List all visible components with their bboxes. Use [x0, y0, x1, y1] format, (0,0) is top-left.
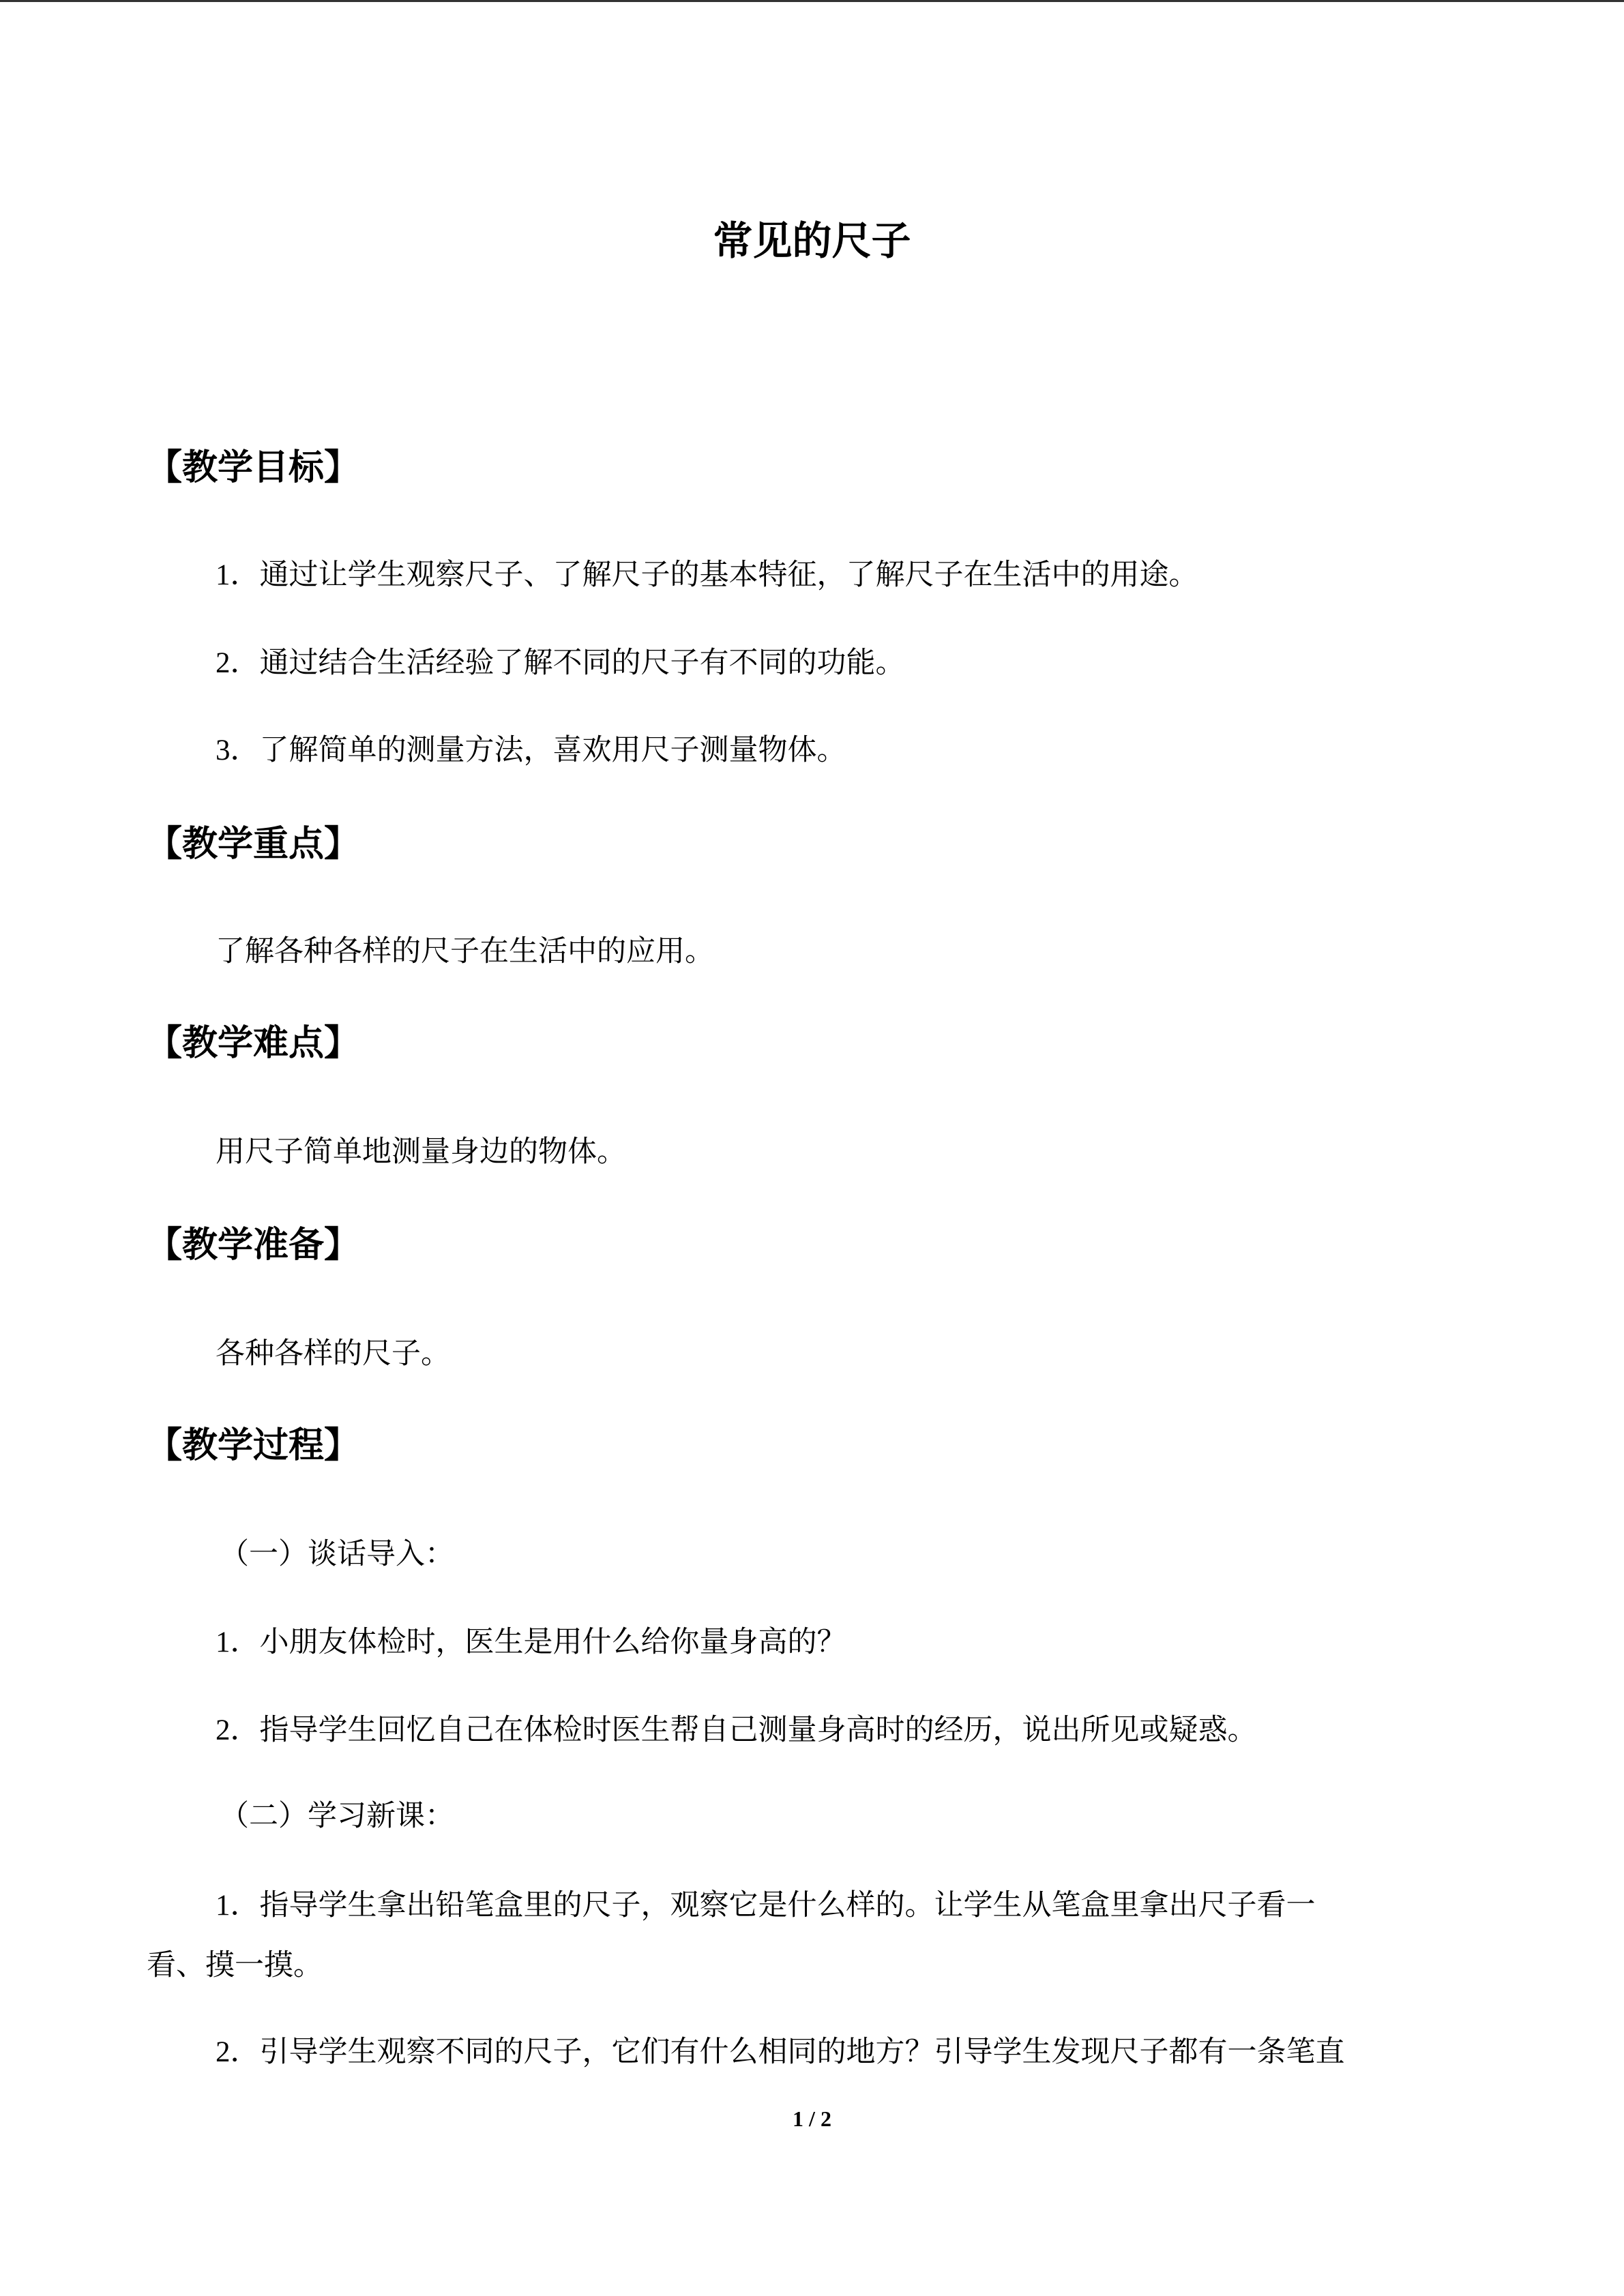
- heading-teaching-goals: 【教学目标】: [147, 449, 360, 488]
- page-number: 1 / 2: [793, 2106, 831, 2131]
- goal-item: 2．通过结合生活经验了解不同的尺子有不同的功能。: [216, 647, 905, 679]
- heading-process: 【教学过程】: [147, 1427, 360, 1465]
- process-item: 1．指导学生拿出铅笔盒里的尺子，观察它是什么样的。让学生从笔盒里拿出尺子看一: [216, 1890, 1316, 1922]
- process-item: 1．小朋友体检时，医生是用什么给你量身高的？: [216, 1626, 846, 1658]
- preparation-text: 各种各样的尺子。: [216, 1338, 450, 1370]
- process-item: 2．指导学生回忆自己在体检时医生帮自己测量身高时的经历，说出所见或疑惑。: [216, 1714, 1257, 1746]
- heading-key-points: 【教学重点】: [147, 825, 360, 864]
- goal-item: 1．通过让学生观察尺子、了解尺子的基本特征，了解尺子在生活中的用途。: [216, 559, 1198, 591]
- difficulties-text: 用尺子简单地测量身边的物体。: [216, 1136, 626, 1168]
- key-points-text: 了解各种各样的尺子在生活中的应用。: [216, 936, 714, 968]
- heading-preparation: 【教学准备】: [147, 1226, 360, 1265]
- process-item-continuation: 看、摸一摸。: [147, 1950, 323, 1982]
- document-title: 常见的尺子: [713, 219, 911, 263]
- page-top-border: [0, 0, 1624, 2]
- process-item: 2．引导学生观察不同的尺子，它们有什么相同的地方？引导学生发现尺子都有一条笔直: [216, 2036, 1345, 2068]
- process-part1-label: （一）谈话导入：: [220, 1538, 454, 1570]
- heading-difficulties: 【教学难点】: [147, 1024, 360, 1063]
- goal-item: 3．了解简单的测量方法，喜欢用尺子测量物体。: [216, 734, 846, 766]
- process-part2-label: （二）学习新课：: [220, 1800, 454, 1832]
